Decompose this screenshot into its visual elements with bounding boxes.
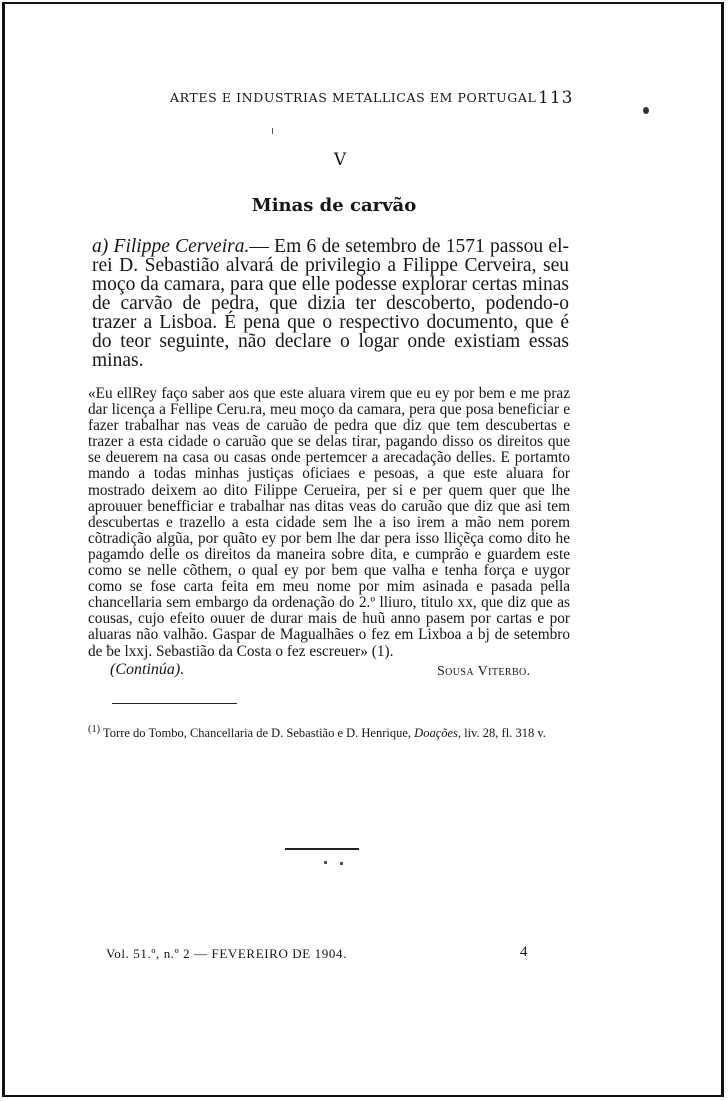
footnote-text: Torre do Tombo, Chancellaria de D. Sebastião e D. Henrique, bbox=[103, 726, 412, 741]
continuation-note: (Continúa). bbox=[110, 661, 185, 678]
page-number: 113 bbox=[538, 88, 574, 108]
ink-spot bbox=[643, 107, 649, 114]
ink-mark bbox=[340, 862, 343, 865]
author-signature: Sousa Viterbo. bbox=[437, 664, 531, 679]
closing-rule bbox=[285, 848, 359, 850]
footnote-rule bbox=[112, 703, 237, 704]
volume-line: Vol. 51.º, n.º 2 — FEVEREIRO DE 1904. bbox=[106, 946, 347, 961]
ink-mark bbox=[324, 861, 327, 864]
paragraph-lead: a) Filippe Cerveira. bbox=[92, 236, 250, 257]
running-title: ARTES E INDUSTRIAS METALLICAS EM PORTUGAL bbox=[170, 90, 537, 105]
signature-mark: 4 bbox=[520, 944, 528, 960]
footnote bbox=[88, 723, 570, 740]
ink-mark bbox=[272, 128, 273, 134]
main-paragraph bbox=[92, 237, 569, 370]
footnote-marker: (1) bbox=[88, 724, 101, 735]
section-number: V bbox=[333, 150, 347, 170]
quoted-document: «Eu ellRey faço saber aos que este aluara virem que eu ey por bem e me praz dar licença a Fellipe Ceru.ra, meu moço da camara, pera que posa beneficiar e fazer trabalhar nas veas de caruão de pedra que diz que tem descubertas e trazer a esta cidade o caruão que se delas tirar, pagando disso os direitos que se deuerem na casa ou casas onde pertemcer a arecadação delles. E portamto mando a todas minhas justiças oficiaes e pesoas, a que este aluara for mostrado deixem ao dito Filippe Cerueira, per si e per quem quer que lhe aprouuer benefficiar e trabalhar nas ditas veas do caruão que diz que asi tem descubertas e trazello a esta cidade sem lhe a iso irem a mão nem porem cõtradição algũa, por quãto ey por bem lhe dar pera isso lliçẽça como dito he pagamdo delle os direitos da maneira sobre dita, e cumprão e guardem este como se nelle cõthem, o qual ey por bem que valha e tenha força e uygor como se fose carta feita em meu nome por mim asinada e pasada pella chancellaria sem embargo da ordenação do 2.º lliuro, titulo xx, que diz que as cousas, cujo efeito ouuer de durar mais de huũ anno pasem por cartas e por aluaras não valhão. Gaspar de Magualhães o fez em Lixboa a bj de setembro de ƀe lxxj. Sebastião da Costa o fez escreuer» (1). bbox=[88, 385, 570, 660]
section-title: Minas de carvão bbox=[251, 195, 417, 216]
footnote-italic: Doações, bbox=[414, 726, 462, 741]
footnote-ref: liv. 28, fl. 318 v. bbox=[464, 726, 546, 741]
paragraph-text: — Em 6 de setembro de 1571 passou el-rei D. Sebastião alvará de privilegio a Filippe Cerveira, seu moço da camara, para que elle podesse explorar certas minas de carvão de pedra, que dizia ter descoberto, podendo-o trazer a Lisboa. É pena que o respectivo documento, que é do teor seguinte, não declare o logar onde existiam essas minas. bbox=[92, 236, 569, 371]
